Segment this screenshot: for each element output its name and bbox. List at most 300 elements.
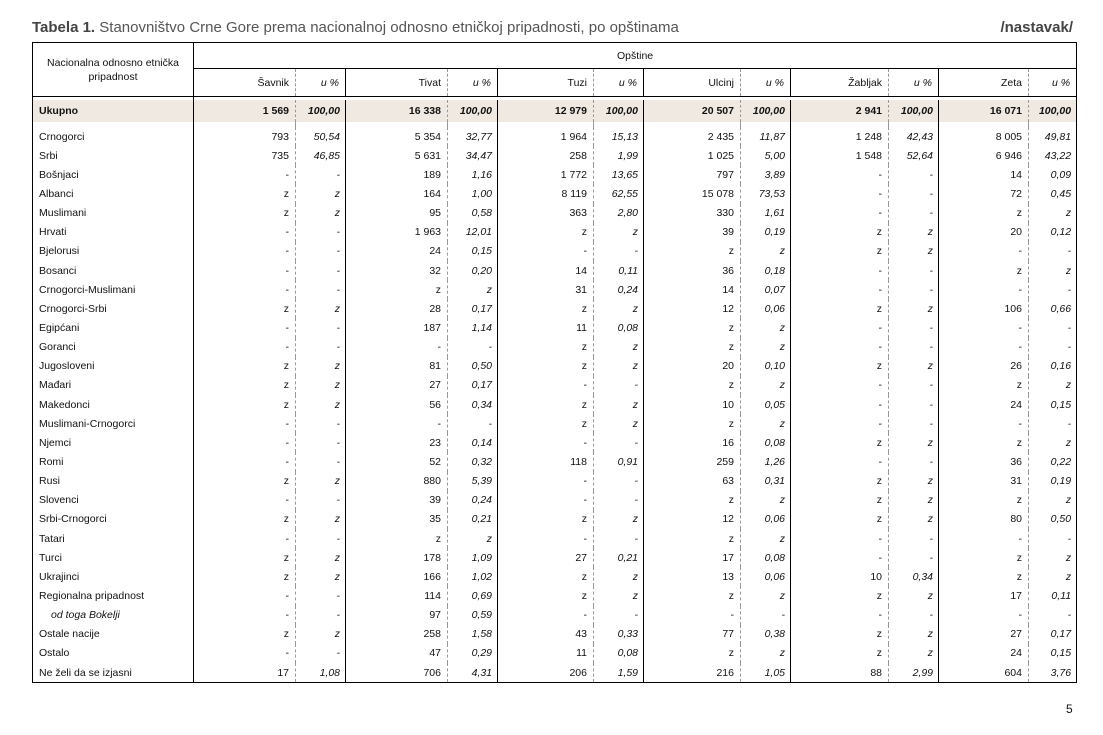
count-cell: 706: [346, 663, 448, 683]
percent-cell: 46,85: [296, 146, 346, 165]
percent-cell: z: [889, 242, 939, 261]
count-cell: z: [791, 357, 889, 376]
count-cell: z: [498, 357, 594, 376]
count-cell: 8 119: [498, 184, 594, 203]
count-cell: z: [791, 644, 889, 663]
percent-header: u %: [296, 69, 346, 97]
percent-cell: z: [594, 586, 644, 605]
percent-cell: 0,45: [1029, 184, 1077, 203]
count-cell: -: [791, 338, 889, 357]
percent-cell: -: [1029, 414, 1077, 433]
count-cell: -: [498, 491, 594, 510]
percent-cell: z: [448, 529, 498, 548]
count-cell: 10: [644, 395, 741, 414]
percent-cell: z: [296, 625, 346, 644]
row-label: Ukrajinci: [33, 567, 194, 586]
table-title-text: Stanovništvo Crne Gore prema nacionalnoj odnosno etničkoj pripadnosti, po opštinama: [99, 19, 679, 36]
percent-cell: 0,58: [448, 204, 498, 223]
percent-cell: -: [889, 395, 939, 414]
table-row: [33, 414, 1077, 433]
count-cell: z: [644, 376, 741, 395]
count-cell: z: [939, 548, 1029, 567]
count-cell: z: [791, 472, 889, 491]
percent-cell: 0,17: [448, 299, 498, 318]
percent-cell: z: [741, 491, 791, 510]
count-cell: -: [791, 280, 889, 299]
percent-header: u %: [889, 69, 939, 97]
count-cell: 735: [194, 146, 296, 165]
row-label: Muslimani: [33, 204, 194, 223]
table-row: [33, 357, 1077, 376]
table-row: [33, 663, 1077, 683]
table-row: [33, 299, 1077, 318]
percent-cell: z: [594, 414, 644, 433]
count-cell: z: [791, 625, 889, 644]
percent-header: u %: [448, 69, 498, 97]
row-label: Ostalo: [33, 644, 194, 663]
percent-cell: z: [594, 299, 644, 318]
table-row: [33, 433, 1077, 452]
percent-cell: 0,24: [448, 491, 498, 510]
percent-cell: -: [296, 338, 346, 357]
percent-cell: z: [296, 510, 346, 529]
total-percent-cell: 100,00: [296, 100, 346, 122]
count-cell: z: [194, 548, 296, 567]
percent-cell: -: [296, 414, 346, 433]
percent-cell: -: [594, 606, 644, 625]
table-header: [33, 43, 1077, 101]
percent-cell: -: [889, 376, 939, 395]
municipality-header: Tivat: [346, 69, 448, 97]
count-cell: z: [939, 433, 1029, 452]
total-count-cell: 12 979: [498, 100, 594, 122]
count-cell: z: [194, 510, 296, 529]
count-cell: z: [644, 338, 741, 357]
count-cell: 20: [644, 357, 741, 376]
row-label: Srbi: [33, 146, 194, 165]
percent-cell: 1,08: [296, 663, 346, 683]
count-cell: 39: [644, 223, 741, 242]
percent-cell: 2,99: [889, 663, 939, 683]
count-cell: -: [791, 261, 889, 280]
percent-cell: -: [889, 529, 939, 548]
count-cell: 164: [346, 184, 448, 203]
count-cell: -: [791, 414, 889, 433]
count-cell: 178: [346, 548, 448, 567]
percent-cell: 1,59: [594, 663, 644, 683]
count-cell: z: [498, 567, 594, 586]
count-cell: z: [791, 491, 889, 510]
municipality-header: Šavnik: [194, 69, 296, 97]
table-row: [33, 510, 1077, 529]
count-cell: z: [194, 357, 296, 376]
percent-cell: 1,05: [741, 663, 791, 683]
count-cell: -: [194, 433, 296, 452]
count-cell: 1 248: [791, 127, 889, 146]
percent-cell: -: [889, 184, 939, 203]
count-cell: -: [791, 165, 889, 184]
count-cell: 259: [644, 452, 741, 471]
percent-cell: z: [594, 510, 644, 529]
count-cell: 26: [939, 357, 1029, 376]
count-cell: 17: [644, 548, 741, 567]
percent-cell: -: [296, 261, 346, 280]
percent-cell: 0,29: [448, 644, 498, 663]
count-cell: z: [791, 299, 889, 318]
percent-cell: z: [889, 625, 939, 644]
percent-cell: 11,87: [741, 127, 791, 146]
percent-cell: 0,09: [1029, 165, 1077, 184]
row-label: Bjelorusi: [33, 242, 194, 261]
count-cell: 14: [644, 280, 741, 299]
table-row: [33, 146, 1077, 165]
total-section: [33, 100, 1077, 127]
municipality-header: Žabljak: [791, 69, 889, 97]
table-row: [33, 529, 1077, 548]
count-cell: 2 435: [644, 127, 741, 146]
percent-cell: 0,11: [594, 261, 644, 280]
count-cell: z: [644, 318, 741, 337]
table-row: [33, 280, 1077, 299]
percent-cell: z: [889, 644, 939, 663]
count-cell: 63: [644, 472, 741, 491]
percent-cell: -: [296, 223, 346, 242]
count-cell: 24: [939, 395, 1029, 414]
percent-cell: 0,34: [889, 567, 939, 586]
percent-cell: 15,13: [594, 127, 644, 146]
count-cell: -: [346, 414, 448, 433]
percent-cell: -: [448, 414, 498, 433]
percent-cell: -: [296, 606, 346, 625]
count-cell: 81: [346, 357, 448, 376]
count-cell: 24: [939, 644, 1029, 663]
percent-cell: 0,07: [741, 280, 791, 299]
count-cell: z: [644, 529, 741, 548]
percent-cell: 0,34: [448, 395, 498, 414]
total-label: Ukupno: [33, 100, 194, 122]
percent-cell: 1,58: [448, 625, 498, 644]
row-label: od toga Bokelji: [33, 606, 194, 625]
count-cell: -: [498, 242, 594, 261]
count-cell: z: [644, 242, 741, 261]
count-cell: 5 631: [346, 146, 448, 165]
percent-cell: 0,91: [594, 452, 644, 471]
row-label: Muslimani-Crnogorci: [33, 414, 194, 433]
percent-cell: 1,02: [448, 567, 498, 586]
row-label: Bošnjaci: [33, 165, 194, 184]
count-cell: -: [939, 606, 1029, 625]
percent-cell: z: [1029, 548, 1077, 567]
percent-cell: z: [889, 586, 939, 605]
count-cell: z: [194, 395, 296, 414]
percent-cell: -: [889, 452, 939, 471]
percent-header: u %: [741, 69, 791, 97]
count-cell: -: [194, 223, 296, 242]
count-cell: 14: [939, 165, 1029, 184]
count-cell: z: [194, 625, 296, 644]
percent-cell: z: [296, 357, 346, 376]
percent-cell: z: [889, 223, 939, 242]
count-cell: z: [644, 644, 741, 663]
population-table: [32, 42, 1077, 683]
percent-cell: z: [1029, 567, 1077, 586]
count-cell: z: [939, 376, 1029, 395]
count-cell: z: [644, 586, 741, 605]
count-cell: -: [939, 338, 1029, 357]
count-cell: 36: [644, 261, 741, 280]
percent-cell: 2,80: [594, 204, 644, 223]
row-label: Jugosloveni: [33, 357, 194, 376]
count-cell: -: [194, 280, 296, 299]
table-row: [33, 338, 1077, 357]
percent-cell: -: [1029, 318, 1077, 337]
count-cell: -: [194, 318, 296, 337]
percent-cell: 0,20: [448, 261, 498, 280]
table-row: [33, 472, 1077, 491]
percent-cell: 42,43: [889, 127, 939, 146]
count-cell: -: [498, 606, 594, 625]
count-cell: 12: [644, 299, 741, 318]
count-cell: 36: [939, 452, 1029, 471]
percent-cell: 62,55: [594, 184, 644, 203]
count-cell: 1 548: [791, 146, 889, 165]
table-row: [33, 127, 1077, 146]
percent-cell: 0,05: [741, 395, 791, 414]
total-count-cell: 16 071: [939, 100, 1029, 122]
table-title: [32, 19, 1073, 39]
percent-cell: 1,14: [448, 318, 498, 337]
count-cell: 1 772: [498, 165, 594, 184]
count-cell: 330: [644, 204, 741, 223]
table-row: [33, 452, 1077, 471]
count-cell: 114: [346, 586, 448, 605]
percent-cell: -: [296, 433, 346, 452]
table-row: [33, 606, 1077, 625]
percent-cell: 0,59: [448, 606, 498, 625]
count-cell: -: [194, 586, 296, 605]
count-cell: 8 005: [939, 127, 1029, 146]
percent-cell: z: [448, 280, 498, 299]
count-cell: 11: [498, 644, 594, 663]
percent-cell: -: [889, 280, 939, 299]
count-cell: 80: [939, 510, 1029, 529]
count-cell: 20: [939, 223, 1029, 242]
row-label: Hrvati: [33, 223, 194, 242]
percent-cell: z: [296, 376, 346, 395]
percent-cell: 0,06: [741, 299, 791, 318]
percent-cell: z: [741, 338, 791, 357]
count-cell: z: [791, 433, 889, 452]
percent-cell: -: [889, 548, 939, 567]
count-cell: z: [498, 586, 594, 605]
percent-cell: 3,76: [1029, 663, 1077, 683]
count-cell: -: [791, 204, 889, 223]
percent-cell: -: [594, 529, 644, 548]
percent-cell: 0,32: [448, 452, 498, 471]
total-percent-cell: 100,00: [594, 100, 644, 122]
percent-cell: -: [889, 204, 939, 223]
percent-cell: z: [889, 433, 939, 452]
count-cell: -: [791, 184, 889, 203]
count-cell: -: [194, 452, 296, 471]
percent-cell: z: [741, 414, 791, 433]
count-cell: 1 025: [644, 146, 741, 165]
count-cell: 258: [346, 625, 448, 644]
percent-cell: 0,69: [448, 586, 498, 605]
percent-cell: 0,19: [741, 223, 791, 242]
percent-cell: z: [594, 567, 644, 586]
count-cell: 1 963: [346, 223, 448, 242]
percent-cell: 1,09: [448, 548, 498, 567]
row-label: Ostale nacije: [33, 625, 194, 644]
percent-cell: z: [594, 357, 644, 376]
total-count-cell: 20 507: [644, 100, 741, 122]
percent-cell: 0,24: [594, 280, 644, 299]
percent-cell: 34,47: [448, 146, 498, 165]
percent-cell: z: [296, 395, 346, 414]
percent-cell: -: [1029, 280, 1077, 299]
count-cell: -: [194, 338, 296, 357]
count-cell: 118: [498, 452, 594, 471]
count-cell: 258: [498, 146, 594, 165]
percent-cell: 0,12: [1029, 223, 1077, 242]
percent-cell: 0,22: [1029, 452, 1077, 471]
count-cell: 72: [939, 184, 1029, 203]
percent-cell: -: [594, 376, 644, 395]
count-cell: z: [498, 223, 594, 242]
percent-cell: z: [1029, 433, 1077, 452]
count-cell: 793: [194, 127, 296, 146]
percent-cell: 0,31: [741, 472, 791, 491]
percent-cell: 1,00: [448, 184, 498, 203]
count-cell: z: [791, 242, 889, 261]
percent-cell: 0,06: [741, 567, 791, 586]
count-cell: -: [791, 548, 889, 567]
percent-cell: -: [296, 280, 346, 299]
count-cell: z: [939, 204, 1029, 223]
percent-header: u %: [1029, 69, 1077, 97]
count-cell: -: [498, 376, 594, 395]
count-cell: 77: [644, 625, 741, 644]
percent-cell: 0,10: [741, 357, 791, 376]
count-cell: 39: [346, 491, 448, 510]
percent-cell: 50,54: [296, 127, 346, 146]
table-row: [33, 548, 1077, 567]
percent-cell: 0,08: [594, 318, 644, 337]
percent-cell: 0,38: [741, 625, 791, 644]
count-cell: z: [939, 567, 1029, 586]
table-row: [33, 204, 1077, 223]
count-cell: z: [791, 223, 889, 242]
count-cell: z: [498, 299, 594, 318]
count-cell: 187: [346, 318, 448, 337]
count-cell: 31: [939, 472, 1029, 491]
percent-cell: 5,39: [448, 472, 498, 491]
table-row: [33, 223, 1077, 242]
percent-cell: z: [741, 529, 791, 548]
count-cell: 32: [346, 261, 448, 280]
percent-cell: -: [594, 491, 644, 510]
percent-cell: 13,65: [594, 165, 644, 184]
count-cell: -: [791, 529, 889, 548]
percent-cell: 0,11: [1029, 586, 1077, 605]
row-label: Egipćani: [33, 318, 194, 337]
percent-cell: -: [296, 165, 346, 184]
percent-cell: 0,33: [594, 625, 644, 644]
count-cell: 35: [346, 510, 448, 529]
count-cell: 27: [939, 625, 1029, 644]
percent-cell: z: [889, 491, 939, 510]
count-cell: 28: [346, 299, 448, 318]
count-cell: 47: [346, 644, 448, 663]
percent-cell: -: [1029, 338, 1077, 357]
count-cell: 6 946: [939, 146, 1029, 165]
percent-cell: z: [889, 357, 939, 376]
row-label: Mađari: [33, 376, 194, 395]
count-cell: z: [791, 586, 889, 605]
percent-cell: z: [889, 472, 939, 491]
row-label: Regionalna pripadnost: [33, 586, 194, 605]
count-cell: 206: [498, 663, 594, 683]
table-row: [33, 261, 1077, 280]
percent-cell: z: [296, 472, 346, 491]
count-cell: 14: [498, 261, 594, 280]
percent-cell: 0,06: [741, 510, 791, 529]
percent-cell: -: [889, 414, 939, 433]
row-label: Slovenci: [33, 491, 194, 510]
percent-cell: z: [741, 318, 791, 337]
table-row: [33, 165, 1077, 184]
percent-cell: -: [296, 529, 346, 548]
percent-cell: 0,50: [1029, 510, 1077, 529]
row-label: Crnogorci-Srbi: [33, 299, 194, 318]
percent-cell: -: [594, 472, 644, 491]
percent-cell: 0,08: [741, 548, 791, 567]
row-label: Crnogorci: [33, 127, 194, 146]
percent-cell: 1,61: [741, 204, 791, 223]
percent-cell: z: [741, 376, 791, 395]
row-label: Bosanci: [33, 261, 194, 280]
page-number: 5: [1066, 702, 1073, 716]
percent-cell: z: [296, 567, 346, 586]
percent-cell: -: [741, 606, 791, 625]
count-cell: 106: [939, 299, 1029, 318]
table-row: [33, 376, 1077, 395]
percent-cell: 0,17: [1029, 625, 1077, 644]
percent-cell: -: [296, 644, 346, 663]
count-cell: 189: [346, 165, 448, 184]
table-row: [33, 395, 1077, 414]
count-cell: z: [346, 280, 448, 299]
percent-cell: 0,66: [1029, 299, 1077, 318]
count-cell: z: [498, 414, 594, 433]
count-cell: -: [791, 376, 889, 395]
percent-cell: 49,81: [1029, 127, 1077, 146]
count-cell: 88: [791, 663, 889, 683]
percent-header: u %: [594, 69, 644, 97]
percent-cell: 0,08: [594, 644, 644, 663]
percent-cell: -: [889, 338, 939, 357]
continuation-label: /nastavak/: [1000, 19, 1073, 36]
count-cell: -: [194, 414, 296, 433]
count-cell: -: [194, 491, 296, 510]
count-cell: 880: [346, 472, 448, 491]
count-cell: -: [644, 606, 741, 625]
count-cell: -: [791, 395, 889, 414]
percent-cell: 0,15: [1029, 644, 1077, 663]
percent-cell: z: [594, 338, 644, 357]
total-row: [33, 100, 1077, 122]
